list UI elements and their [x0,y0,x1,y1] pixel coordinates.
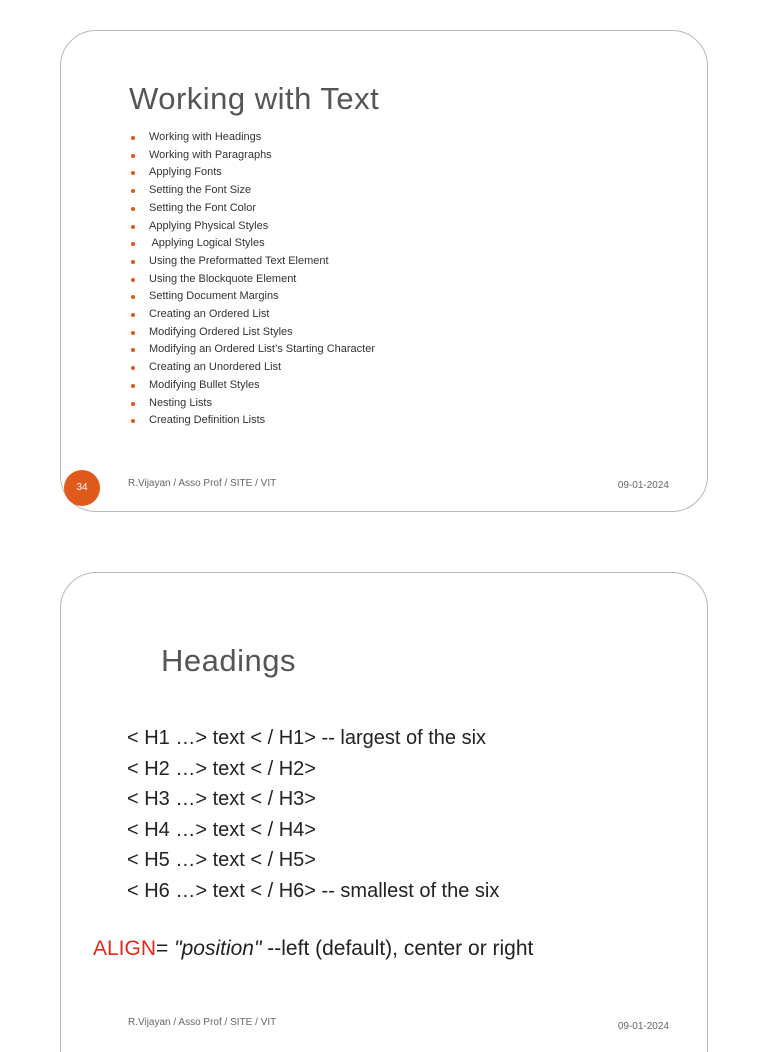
list-item: Applying Physical Styles [129,218,375,236]
list-item: < H1 …> text < / H1> -- largest of the six [127,727,487,749]
bullet-icon [131,207,135,211]
bullet-icon [131,419,135,423]
list-item: Applying Logical Styles [129,235,375,253]
list-item: < H2 …> text < / H2> [127,757,316,780]
list-item: Nesting Lists [129,395,375,413]
footer-author: R.Vijayan / Asso Prof / SITE / VIT [128,1017,277,1028]
list-item: < H3 …> text < / H3> [127,788,316,810]
list-item: Creating Definition Lists [129,412,375,430]
list-item: Using the Preformatted Text Element [129,253,375,271]
list-item: Modifying Bullet Styles [129,377,375,395]
slide-working-with-text [60,30,708,512]
slide-title: Working with Text [129,81,380,116]
list-item: Applying Fonts [129,164,375,182]
list-item: Setting the Font Color [129,200,375,218]
topic-bullet-list [129,129,375,430]
footer-date: 09-01-2024 [617,1021,669,1032]
heading-tags-list [127,723,499,906]
list-item: Creating an Unordered List [129,359,375,377]
bullet-icon [131,313,135,317]
list-item: < H5 …> text < / H5> [127,849,316,871]
list-item: Setting Document Margins [129,288,375,306]
bullet-icon [131,295,135,299]
bullet-icon [131,402,135,406]
align-description: --left (default), center or right [261,937,534,960]
slide-title: Headings [161,643,296,678]
bullet-icon [131,189,135,193]
bullet-icon [131,278,135,282]
bullet-icon [131,136,135,140]
align-value: "position" [174,937,262,960]
bullet-icon [131,384,135,388]
slide-headings [60,572,708,1052]
list-item: Working with Headings [129,129,375,147]
list-item: Setting the Font Size [129,182,375,200]
footer-author: R.Vijayan / Asso Prof / SITE / VIT [128,478,277,489]
bullet-icon [131,171,135,175]
list-item: < H4 …> text < / H4> [127,818,316,841]
footer-date: 09-01-2024 [617,480,669,491]
align-attribute-line [93,937,533,961]
bullet-icon [131,260,135,264]
page-number-badge: 34 [64,470,100,506]
list-item: Creating an Ordered List [129,306,375,324]
align-equals: = [156,937,175,960]
list-item: Modifying an Ordered List’s Starting Character [129,341,375,359]
bullet-icon [131,348,135,352]
list-item: Using the Blockquote Element [129,271,375,289]
bullet-icon [131,225,135,229]
bullet-icon [131,242,135,246]
bullet-icon [131,366,135,370]
align-keyword: ALIGN [93,937,157,960]
bullet-icon [131,331,135,335]
list-item: < H6 …> text < / H6> -- smallest of the six [127,879,500,902]
list-item: Modifying Ordered List Styles [129,324,375,342]
bullet-icon [131,154,135,158]
list-item: Working with Paragraphs [129,147,375,165]
